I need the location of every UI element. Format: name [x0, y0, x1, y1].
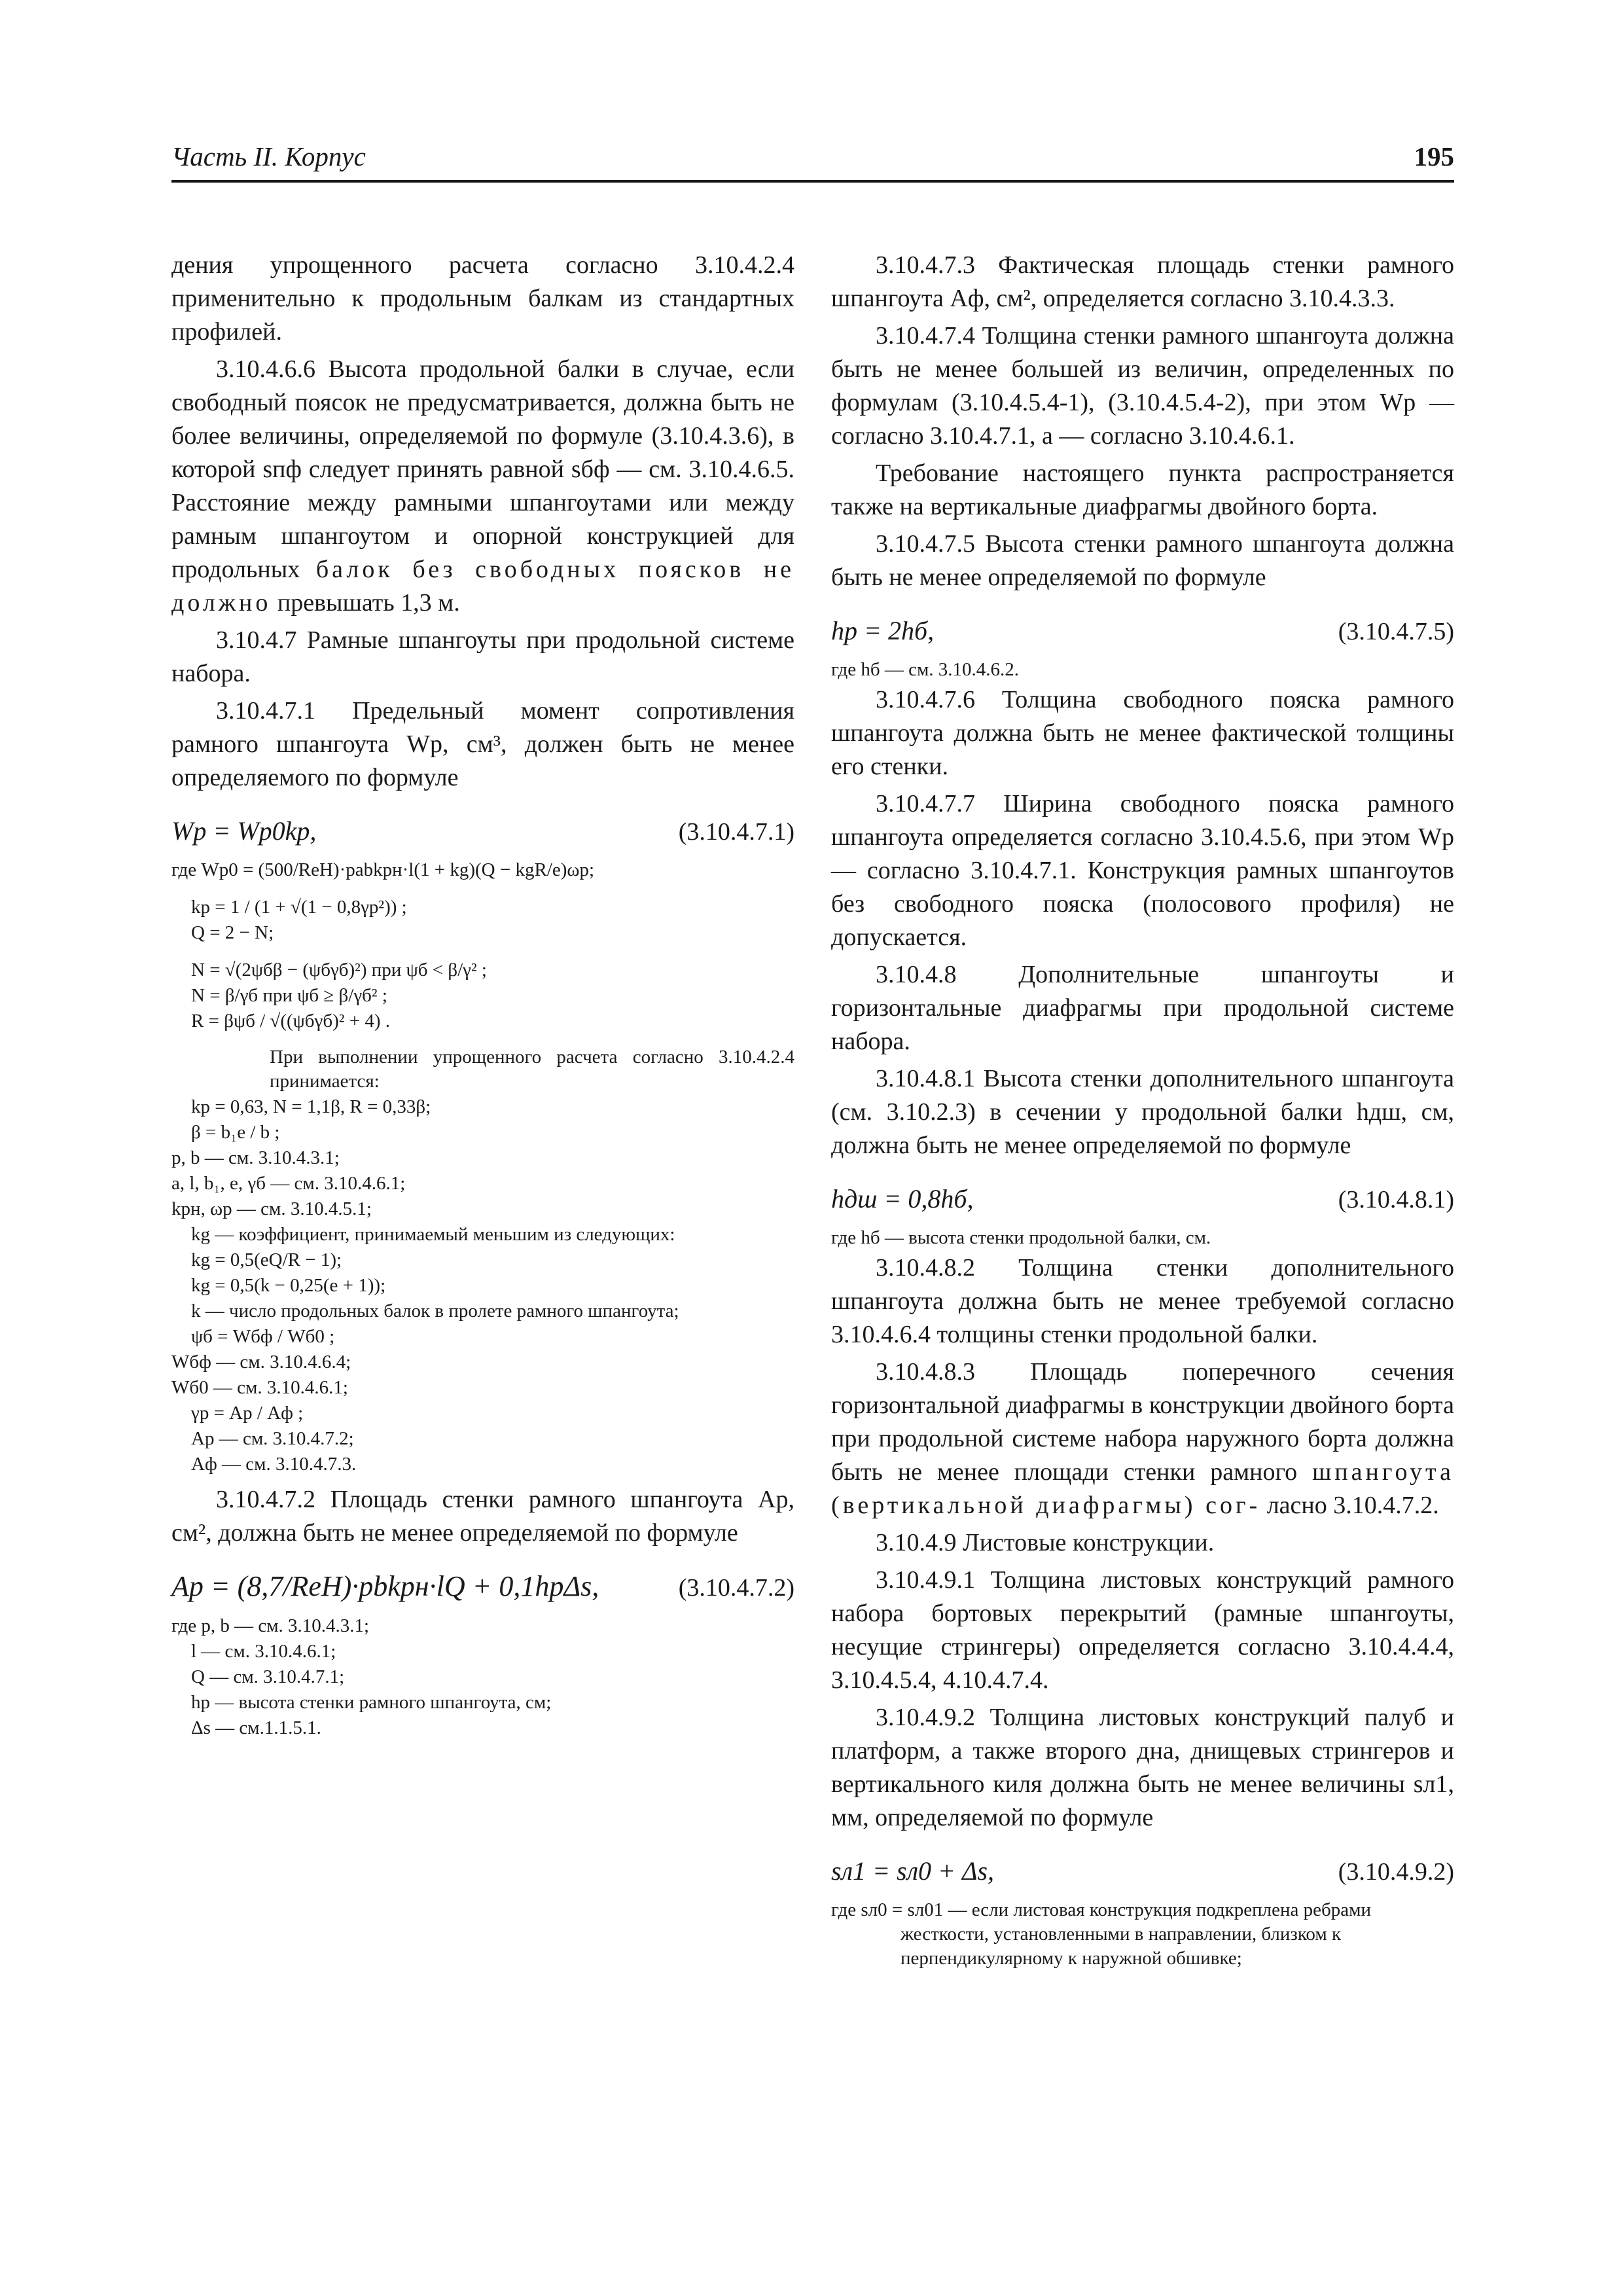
equation-3-10-4-8-1	[831, 1182, 1454, 1217]
page-number: 195	[1414, 141, 1454, 171]
paragraph-3-10-4-7-5: 3.10.4.7.5 Высота стенки рамного шпангоута должна быть не менее определяемой по формуле	[831, 530, 1454, 591]
formula-r: R = βψб / √((ψбγб)² + 4) .	[191, 1011, 390, 1031]
formula-psi: ψб = Wбф / Wб0 ;	[191, 1326, 335, 1347]
definition: Wб0 — см. 3.10.4.6.1;	[171, 1377, 348, 1398]
paragraph-3-10-4-7-6: 3.10.4.7.6 Толщина свободного пояска рамного шпангоута должна быть не менее фактической толщины его стенки.	[831, 686, 1454, 780]
formula-kg2: kg = 0,5(k − 0,25(e + 1));	[191, 1275, 386, 1296]
definition: kрн, ωр — см. 3.10.4.5.1;	[171, 1198, 372, 1219]
paragraph-3-10-4-8-2: 3.10.4.8.2 Толщина стенки дополнительного шпангоута должна быть не менее требуемой согласно 3.10.4.6.4 толщины стенки продольной балки.	[831, 1254, 1454, 1348]
paragraph-3-10-4-9: 3.10.4.9 Листовые конструкции.	[876, 1529, 1215, 1556]
equation-body: Wр = Wр0kр,	[171, 816, 317, 846]
definition: Wбф — см. 3.10.4.6.4;	[171, 1352, 351, 1372]
paragraph-text: 3.10.4.8.3 Площадь поперечного сечения горизонтальной диафрагмы в конструкции двойного борта при продольной системе набора наружного борта должна быть не менее площади стенки рамного	[831, 1358, 1454, 1486]
definition: p, b — см. 3.10.4.3.1;	[171, 1147, 340, 1168]
paragraph-3-10-4-8-1: 3.10.4.8.1 Высота стенки дополнительного шпангоута (см. 3.10.2.3) в сечении у продольной балки hдш, см, должна быть не менее определяемой по формуле	[831, 1065, 1454, 1159]
paragraph-3-10-4-6-6	[171, 353, 794, 620]
formula-kg1: kg = 0,5(eQ/R − 1);	[191, 1249, 342, 1270]
definition: l — см. 3.10.4.6.1;	[191, 1641, 336, 1662]
definition: Δs — см.1.1.5.1.	[191, 1717, 321, 1738]
running-title: Часть II. Корпус	[171, 141, 366, 171]
formula-n2: N = β/γб при ψб ≥ β/γб² ;	[191, 985, 387, 1006]
page-header	[171, 141, 1454, 177]
definition: Aр — см. 3.10.4.7.2;	[191, 1428, 354, 1449]
equation-3-10-4-7-2	[171, 1570, 794, 1605]
header-rule	[171, 180, 1454, 183]
equation-3-10-4-9-2	[831, 1854, 1454, 1889]
paragraph-text-end: превышать 1,3 м.	[277, 589, 460, 617]
formula-gamma: γр = Aр / Aф ;	[191, 1403, 304, 1424]
paragraph-3-10-4-9-2: 3.10.4.9.2 Толщина листовых конструкций палуб и платформ, а также второго дна, днищевых стрингеров и вертикального киля должна быть не менее величины sл1, мм, определяемой по формуле	[831, 1704, 1454, 1831]
paragraph: дения упрощенного расчета согласно 3.10.4.2.4 применительно к продольным балкам из стандартных профилей.	[171, 251, 794, 346]
equation-body: sл1 = sл0 + Δs,	[831, 1856, 995, 1886]
paragraph-spaced-text: балок без свободных поясков не должно	[171, 556, 794, 617]
formula-q: Q = 2 − N;	[191, 922, 274, 943]
formula-wp0: где Wр0 = (500/ReH)·pabkрн·l(1 + kg)(Q − kgR/e)ωр;	[171, 859, 595, 880]
definition: где hб — высота стенки продольной балки, см.	[831, 1227, 1211, 1248]
paragraph-3-10-4-7: 3.10.4.7 Рамные шпангоуты при продольной системе набора.	[171, 626, 794, 687]
formula-kp: kр = 1 / (1 + √(1 − 0,8γр²)) ;	[191, 897, 407, 918]
definition: k — число продольных балок в пролете рамного шпангоута;	[191, 1300, 679, 1321]
equation-number: (3.10.4.9.2)	[1338, 1858, 1454, 1886]
equation-3-10-4-7-1	[171, 814, 794, 849]
definition: kg — коэффициент, принимаемый меньшим из следующих:	[191, 1224, 675, 1245]
equation-body: hдш = 0,8hб,	[831, 1184, 974, 1213]
paragraph-3-10-4-7-7: 3.10.4.7.7 Ширина свободного пояска рамного шпангоута определяется согласно 3.10.4.5.6, при этом Wр — согласно 3.10.4.7.1. Конструкция рамных шпангоутов без свободного пояска (полосового профиля) не допускается.	[831, 790, 1454, 951]
paragraph-spaced-text: шпангоута (вертикальной диафрагмы) сог-	[831, 1458, 1454, 1519]
equation-body: Aр = (8,7/ReH)·pbkрн·lQ + 0,1hрΔs,	[171, 1570, 599, 1602]
paragraph-3-10-4-8: 3.10.4.8 Дополнительные шпангоуты и горизонтальные диафрагмы при продольной системе набора.	[831, 961, 1454, 1055]
paragraph-3-10-4-7-3: 3.10.4.7.3 Фактическая площадь стенки рамного шпангоута Aф, см², определяется согласно 3.10.4.3.3.	[831, 251, 1454, 312]
equation-3-10-4-7-5	[831, 614, 1454, 649]
equation-body: hр = 2hб,	[831, 616, 935, 645]
definition: где hб — см. 3.10.4.6.2.	[831, 659, 1020, 680]
simplified-calculation-note: При выполнении упрощенного расчета согласно 3.10.4.2.4 принимается:	[270, 1047, 794, 1092]
formula-definitions	[171, 858, 794, 1477]
equation-number: (3.10.4.7.2)	[678, 1574, 794, 1602]
paragraph-3-10-4-9-1: 3.10.4.9.1 Толщина листовых конструкций рамного набора бортовых перекрытий (рамные шпангоуты, несущие стрингеры) определяется согласно 3.10.4.4.4, 3.10.4.5.4, 4.10.4.7.4.	[831, 1566, 1454, 1694]
formula-n1: N = √(2ψбβ − (ψбγб)²) при ψб < β/γ² ;	[191, 960, 487, 980]
left-column	[171, 249, 794, 1742]
equation-number: (3.10.4.7.1)	[678, 818, 794, 846]
paragraph-3-10-4-7-2: 3.10.4.7.2 Площадь стенки рамного шпангоута Aр, см², должна быть не менее определяемой по формуле	[171, 1486, 794, 1547]
paragraph-text: 3.10.4.6.6 Высота продольной балки в случае, если свободный поясок не предусматривается, должна быть не более величины, определяемой по формуле (3.10.4.3.6), в которой sпф следует принять равной sбф — см. 3.10.4.6.5. Расстояние между рамными шпангоутами или между рамным шпангоутом и опорной конструкцией для продольных	[171, 355, 794, 583]
paragraph-3-10-4-8-3	[831, 1355, 1454, 1522]
definition: a, l, b₁, e, γб — см. 3.10.4.6.1;	[171, 1173, 406, 1194]
definition: Q — см. 3.10.4.7.1;	[191, 1666, 345, 1687]
equation-number: (3.10.4.8.1)	[1338, 1186, 1454, 1213]
definition: где p, b — см. 3.10.4.3.1;	[171, 1615, 370, 1636]
paragraph-text-end: ласно 3.10.4.7.2.	[1266, 1492, 1439, 1519]
right-column	[831, 249, 1454, 1971]
simplified-values: kр = 0,63, N = 1,1β, R = 0,33β;	[191, 1096, 431, 1117]
definition: Aф — см. 3.10.4.7.3.	[191, 1454, 357, 1475]
definition: hр — высота стенки рамного шпангоута, см;	[191, 1692, 552, 1713]
definition: где sл0 = sл01 — если листовая конструкция подкреплена ребрами жесткости, установленными в направлении, близком к перпендикулярному к наружной обшивке;	[831, 1899, 1371, 1969]
formula-beta: β = b₁e / b ;	[191, 1122, 280, 1143]
paragraph-3-10-4-7-4: 3.10.4.7.4 Толщина стенки рамного шпангоута должна быть не менее большей из величин, определенных по формулам (3.10.4.5.4-1), (3.10.4.5.4-2), при этом Wр — согласно 3.10.4.7.1, a — согласно 3.10.4.6.1.	[831, 322, 1454, 450]
paragraph-3-10-4-7-1: 3.10.4.7.1 Предельный момент сопротивления рамного шпангоута Wр, см³, должен быть не менее определяемого по формуле	[171, 697, 794, 791]
equation-number: (3.10.4.7.5)	[1338, 618, 1454, 645]
paragraph: Требование настоящего пункта распространяется также на вертикальные диафрагмы двойного борта.	[831, 459, 1454, 520]
